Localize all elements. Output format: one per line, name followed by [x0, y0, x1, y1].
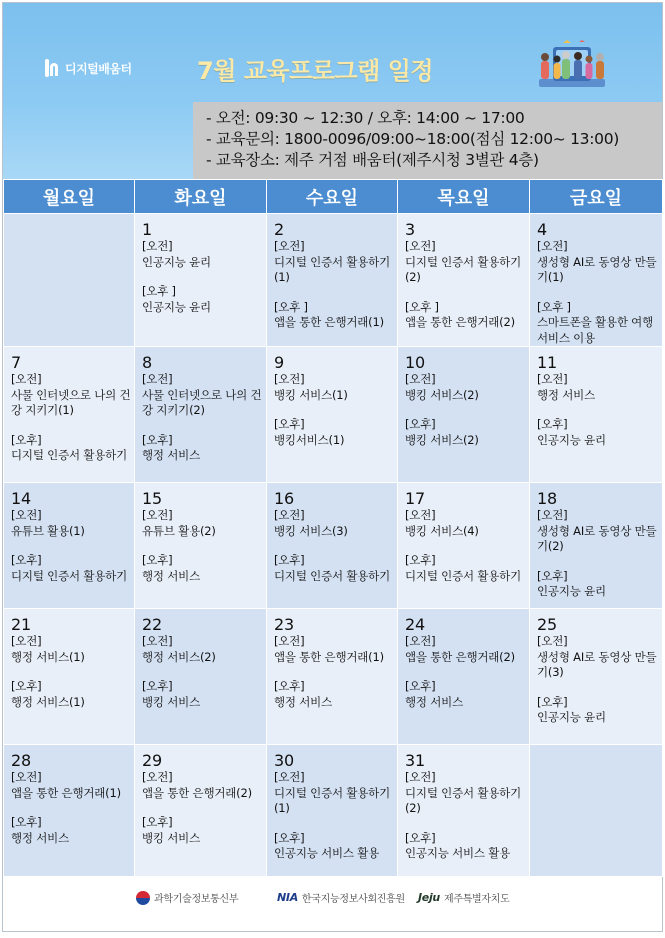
- pm-label: [오후]: [142, 553, 173, 567]
- day-number: 22: [142, 615, 162, 634]
- msit-logo: [136, 890, 238, 905]
- calendar-week-row: [4, 609, 663, 745]
- session-spacer: [274, 817, 397, 831]
- am-label: [오전]: [11, 770, 42, 784]
- session-spacer: [274, 539, 397, 553]
- pm-session: 행정 서비스: [274, 694, 332, 709]
- session-spacer: [142, 665, 266, 679]
- inquiry-text: - 교육문의: 1800-0096/09:00~18:00(점심 12:00~ 13:00): [206, 130, 620, 148]
- pm-label: [오후]: [405, 417, 436, 431]
- pm-label: [오후]: [405, 830, 436, 845]
- am-label: [오전]: [274, 239, 305, 253]
- day-number: 3: [405, 220, 415, 239]
- calendar-day-cell: [4, 483, 135, 609]
- pm-label: [오후]: [274, 679, 305, 693]
- am-session: 행정 서비스(1): [11, 649, 85, 664]
- calendar-day-cell: [135, 214, 267, 347]
- day-number: 31: [405, 751, 425, 770]
- am-session: 뱅킹 서비스(1): [274, 387, 348, 402]
- weekday-header: 수요일: [267, 180, 398, 214]
- calendar-day-cell: [135, 483, 267, 609]
- am-session: 디지털 인증서 활용하기(1): [274, 254, 390, 284]
- day-number: 18: [537, 489, 557, 508]
- session-spacer: [142, 539, 266, 553]
- calendar-day-cell: [530, 745, 663, 877]
- calendar-day-cell: [267, 609, 398, 745]
- calendar-day-cell: [135, 347, 267, 483]
- calendar-day-cell: [398, 347, 530, 483]
- pm-session: 행정 서비스: [405, 694, 463, 709]
- am-label: [오전]: [142, 508, 173, 522]
- session-spacer: [405, 403, 529, 417]
- calendar-day-cell: [398, 483, 530, 609]
- weekday-header-row: [4, 180, 663, 214]
- calendar-week-row: [4, 745, 663, 877]
- pm-label: [오후]: [537, 568, 568, 583]
- info-box: [193, 102, 662, 179]
- calendar-day-cell: [267, 214, 398, 347]
- pm-session: 인공지능 서비스 활용: [405, 846, 511, 860]
- class-hours-text: - 오전: 09:30 ~ 12:30 / 오후: 14:00 ~ 17:00: [206, 109, 525, 127]
- day-number: 17: [405, 489, 425, 508]
- jeju-mark: Jeju: [418, 891, 440, 904]
- am-label: [오전]: [537, 239, 568, 253]
- location-text: - 교육장소: 제주 거점 배움터(제주시청 3별관 4층): [206, 151, 539, 169]
- calendar-day-cell: [135, 609, 267, 745]
- page-title: 7월 교육프로그램 일정: [197, 57, 434, 85]
- day-number: 2: [274, 220, 284, 239]
- am-session: 유튜브 활용(1): [11, 523, 85, 538]
- session-spacer: [405, 665, 529, 679]
- am-label: [오전]: [405, 372, 436, 386]
- sponsor-footer: [3, 879, 662, 919]
- am-session: 뱅킹 서비스(3): [274, 523, 348, 538]
- am-label: [오전]: [274, 634, 305, 648]
- am-session: 생성형 AI로 동영상 만들기(3): [537, 649, 657, 679]
- pm-session: 뱅킹 서비스: [142, 694, 200, 709]
- nia-name: 한국지능정보사회진흥원: [301, 894, 405, 905]
- calendar-week-row: [4, 347, 663, 483]
- am-session: 사물 인터넷으로 나의 건강 지키기(1): [11, 387, 131, 417]
- am-session: 유튜브 활용(2): [142, 523, 216, 538]
- pm-session: 디지털 인증서 활용하기: [405, 568, 521, 583]
- pm-session: 스마트폰을 활용한 여행 서비스 이용: [537, 315, 653, 345]
- session-spacer: [274, 665, 397, 679]
- pm-label: [오후 ]: [537, 299, 571, 314]
- am-label: [오전]: [11, 508, 42, 522]
- day-number: 28: [11, 751, 31, 770]
- day-number: 16: [274, 489, 294, 508]
- pm-label: [오후]: [405, 553, 436, 567]
- session-spacer: [274, 286, 397, 300]
- calendar-day-cell: [530, 214, 663, 347]
- calendar-day-cell: [398, 745, 530, 877]
- pm-session: 인공지능 윤리: [537, 584, 606, 598]
- pm-label: [오후]: [11, 432, 42, 447]
- pm-session: 인공지능 윤리: [537, 710, 606, 724]
- session-spacer: [142, 801, 266, 815]
- session-spacer: [11, 419, 134, 433]
- pm-session: 디지털 인증서 활용하기: [11, 568, 127, 583]
- am-session: 행정 서비스(2): [142, 649, 216, 664]
- day-number: 11: [537, 353, 557, 372]
- am-label: [오전]: [274, 508, 305, 522]
- logo-text: 디지털배움터: [65, 61, 132, 76]
- pm-session: 앱을 통한 은행거래(2): [405, 315, 515, 329]
- session-spacer: [405, 286, 529, 300]
- session-spacer: [11, 665, 134, 679]
- session-spacer: [405, 817, 529, 831]
- schedule-poster: [2, 2, 663, 932]
- am-session: 행정 서비스: [537, 387, 595, 402]
- weekday-header: 금요일: [530, 180, 663, 214]
- session-spacer: [405, 539, 529, 553]
- am-label: [오전]: [11, 634, 42, 648]
- session-spacer: [537, 681, 662, 695]
- msit-name: 과학기술정보통신부: [154, 894, 239, 905]
- calendar-day-cell: [398, 609, 530, 745]
- pm-label: [오후]: [537, 694, 568, 709]
- day-number: 10: [405, 353, 425, 372]
- am-label: [오전]: [537, 634, 568, 648]
- am-label: [오전]: [274, 372, 305, 386]
- people-illustration-icon: [533, 39, 611, 89]
- pm-label: [오후]: [142, 815, 173, 829]
- day-number: 25: [537, 615, 557, 634]
- am-label: [오전]: [537, 372, 568, 386]
- pm-session: 뱅킹서비스(1): [274, 432, 345, 447]
- am-session: 뱅킹 서비스(2): [405, 387, 479, 402]
- day-number: 24: [405, 615, 425, 634]
- session-spacer: [11, 801, 134, 815]
- pm-session: 인공지능 서비스 활용: [274, 846, 380, 860]
- day-number: 4: [537, 220, 547, 239]
- pm-session: 인공지능 윤리: [537, 432, 606, 447]
- nia-mark: NIA: [277, 891, 298, 904]
- am-label: [오전]: [274, 770, 305, 784]
- session-spacer: [274, 403, 397, 417]
- day-number: 30: [274, 751, 294, 770]
- calendar-table: [3, 179, 663, 877]
- weekday-header: 화요일: [135, 180, 267, 214]
- am-session: 디지털 인증서 활용하기(2): [405, 785, 521, 815]
- am-label: [오전]: [405, 508, 436, 522]
- am-label: [오전]: [142, 372, 173, 386]
- am-label: [오전]: [142, 239, 173, 253]
- pm-session: 행정 서비스(1): [11, 694, 85, 709]
- weekday-header: 목요일: [398, 180, 530, 214]
- day-number: 23: [274, 615, 294, 634]
- calendar-day-cell: [267, 745, 398, 877]
- calendar-day-cell: [267, 347, 398, 483]
- digital-baeumteo-logo: [45, 57, 132, 79]
- pm-label: [오후]: [11, 679, 42, 693]
- day-number: 8: [142, 353, 152, 372]
- pm-label: [오후]: [142, 679, 173, 693]
- am-session: 인공지능 윤리: [142, 254, 211, 269]
- calendar-week-row: [4, 483, 663, 609]
- pm-label: [오후 ]: [405, 299, 439, 314]
- day-number: 7: [11, 353, 21, 372]
- am-session: 디지털 인증서 활용하기(1): [274, 785, 390, 815]
- session-spacer: [537, 286, 662, 300]
- pm-session: 디지털 인증서 활용하기: [11, 448, 127, 462]
- baeumteo-logo-icon: [45, 57, 60, 79]
- session-spacer: [11, 539, 134, 553]
- am-session: 앱을 통한 은행거래(2): [405, 649, 515, 664]
- pm-label: [오후]: [274, 417, 305, 431]
- poster-header: [3, 3, 662, 179]
- pm-session: 디지털 인증서 활용하기: [274, 568, 390, 583]
- weekday-header: 월요일: [4, 180, 135, 214]
- calendar-day-cell: [530, 347, 663, 483]
- calendar-week-row: [4, 214, 663, 347]
- am-session: 생성형 AI로 동영상 만들기(2): [537, 523, 657, 553]
- day-number: 9: [274, 353, 284, 372]
- calendar-day-cell: [4, 214, 135, 347]
- pm-label: [오후]: [142, 432, 173, 447]
- am-session: 생성형 AI로 동영상 만들기(1): [537, 254, 657, 284]
- am-session: 사물 인터넷으로 나의 건강 지키기(2): [142, 387, 262, 417]
- am-label: [오전]: [405, 634, 436, 648]
- jeju-logo: [418, 890, 510, 905]
- pm-session: 행정 서비스: [11, 830, 69, 845]
- pm-label: [오후]: [274, 830, 305, 845]
- day-number: 29: [142, 751, 162, 770]
- am-session: 뱅킹 서비스(4): [405, 523, 479, 538]
- am-label: [오전]: [405, 770, 436, 784]
- calendar-day-cell: [267, 483, 398, 609]
- calendar-day-cell: [4, 609, 135, 745]
- pm-session: 인공지능 윤리: [142, 299, 211, 314]
- pm-label: [오후]: [11, 553, 42, 567]
- calendar-day-cell: [4, 745, 135, 877]
- pm-label: [오후]: [274, 553, 305, 567]
- pm-session: 뱅킹 서비스: [142, 830, 200, 845]
- pm-session: 앱을 통한 은행거래(1): [274, 315, 384, 329]
- am-session: 앱을 통한 은행거래(1): [274, 649, 384, 664]
- am-label: [오전]: [11, 372, 42, 386]
- pm-session: 뱅킹 서비스(2): [405, 432, 479, 447]
- day-number: 14: [11, 489, 31, 508]
- day-number: 1: [142, 220, 152, 239]
- pm-label: [오후]: [11, 815, 42, 829]
- pm-session: 행정 서비스: [142, 448, 200, 462]
- am-label: [오전]: [537, 508, 568, 522]
- am-label: [오전]: [405, 239, 436, 253]
- calendar-day-cell: [4, 347, 135, 483]
- pm-label: [오후]: [405, 679, 436, 693]
- calendar-day-cell: [530, 483, 663, 609]
- pm-session: 행정 서비스: [142, 568, 200, 583]
- pm-label: [오후 ]: [274, 299, 308, 314]
- calendar-day-cell: [135, 745, 267, 877]
- am-label: [오전]: [142, 770, 173, 784]
- am-session: 앱을 통한 은행거래(2): [142, 785, 252, 800]
- jeju-name: 제주특별자치도: [443, 894, 510, 905]
- day-number: 15: [142, 489, 162, 508]
- calendar-day-cell: [398, 214, 530, 347]
- session-spacer: [142, 270, 266, 284]
- pm-label: [오후 ]: [142, 284, 176, 298]
- am-session: 앱을 통한 은행거래(1): [11, 785, 121, 800]
- am-session: 디지털 인증서 활용하기(2): [405, 254, 521, 284]
- session-spacer: [537, 555, 662, 569]
- session-spacer: [142, 419, 266, 433]
- am-label: [오전]: [142, 634, 173, 648]
- day-number: 21: [11, 615, 31, 634]
- nia-logo: [277, 890, 405, 905]
- pm-label: [오후]: [537, 417, 568, 431]
- calendar-day-cell: [530, 609, 663, 745]
- session-spacer: [537, 403, 662, 417]
- taegeuk-icon: [136, 891, 150, 905]
